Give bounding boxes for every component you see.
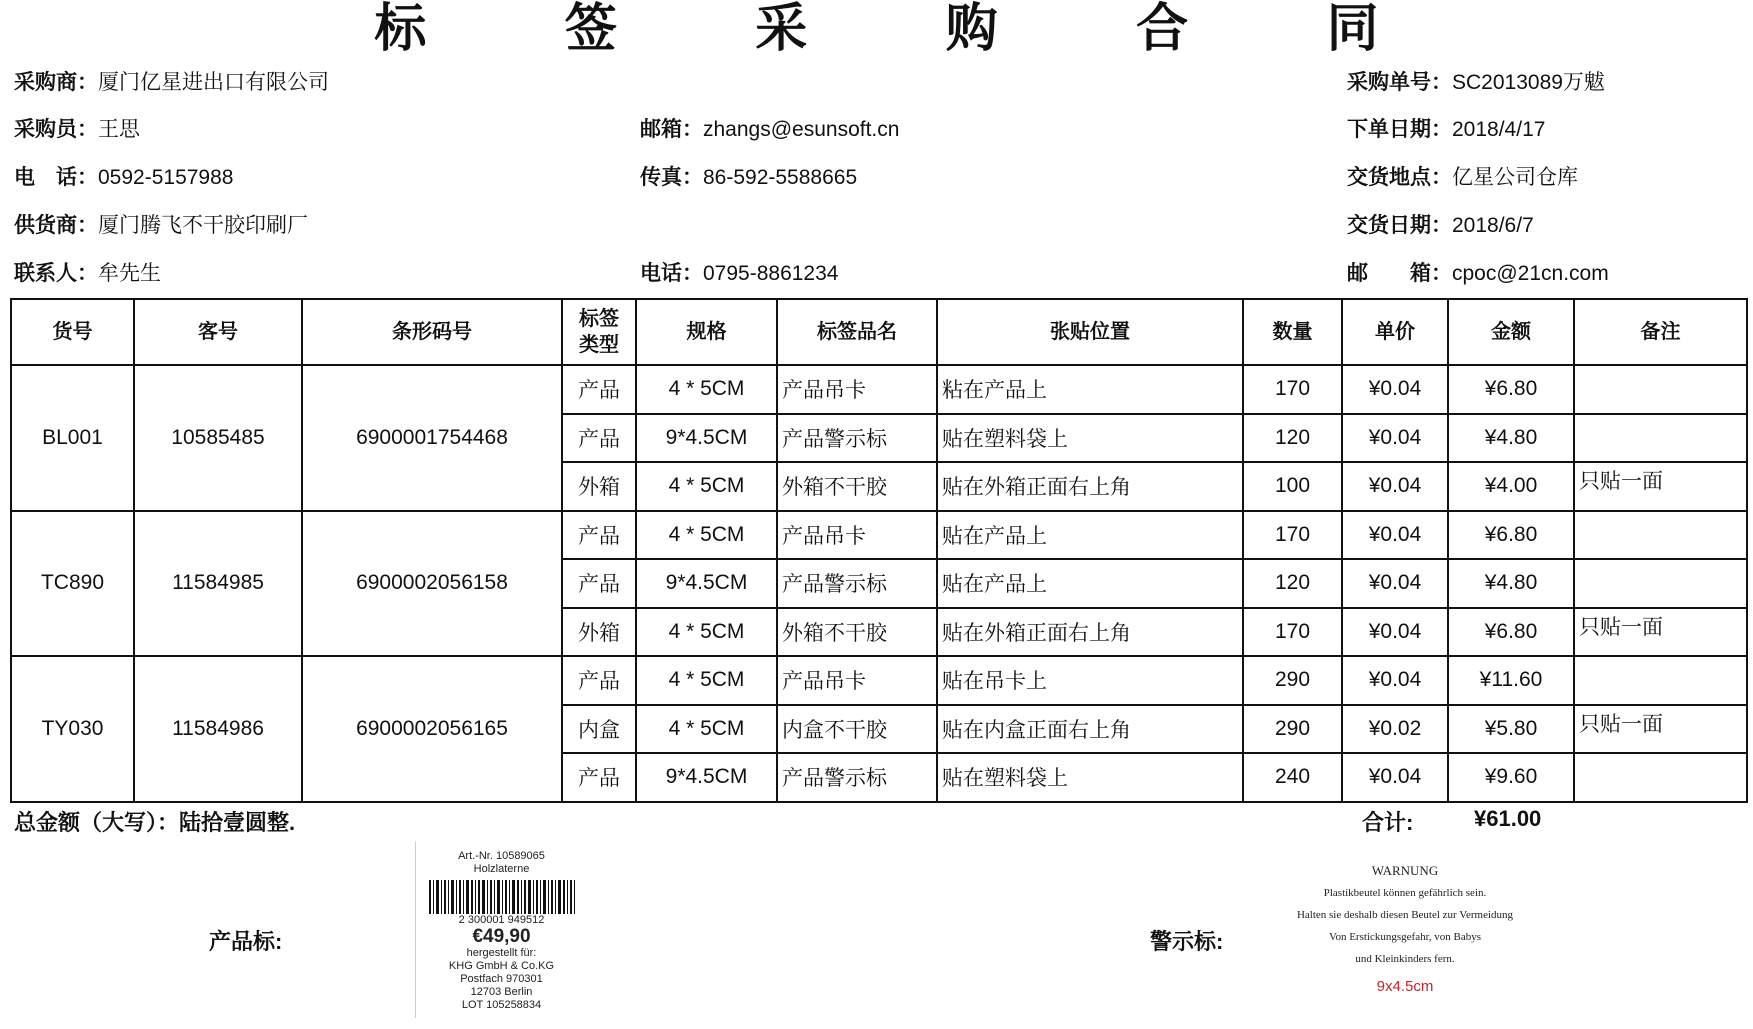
warning-line: Halten sie deshalb diesen Beutel zur Vermeidung xyxy=(1296,909,1514,921)
price-cell: ¥0.04 xyxy=(1342,365,1448,414)
note-cell xyxy=(1574,365,1747,414)
supplier-email-field xyxy=(1347,261,1609,287)
warning-title: WARNUNG xyxy=(1371,863,1439,878)
position-cell: 贴在产品上 xyxy=(937,559,1243,608)
type-cell: 产品 xyxy=(562,656,636,705)
name-cell: 产品吊卡 xyxy=(777,365,937,414)
product-label-caption: 产品标: xyxy=(209,929,283,954)
qty-cell: 170 xyxy=(1243,608,1342,657)
col-header: 标签品名 xyxy=(777,299,937,365)
col-header: 数量 xyxy=(1243,299,1342,365)
label-order-table xyxy=(10,298,1748,803)
total-words-value: 陆拾壹圆整. xyxy=(179,810,296,835)
price-cell: ¥0.04 xyxy=(1342,559,1448,608)
qty-cell: 290 xyxy=(1243,656,1342,705)
price-cell: ¥0.04 xyxy=(1342,753,1448,802)
buyer-label: 采购商： xyxy=(14,71,98,94)
item-no-cell: BL001 xyxy=(11,365,134,511)
delivery-place-value: 亿星公司仓库 xyxy=(1452,166,1578,189)
name-cell: 产品吊卡 xyxy=(777,511,937,560)
price-cell: ¥0.04 xyxy=(1342,608,1448,657)
customer-no-cell: 10585485 xyxy=(134,365,302,511)
col-header: 客号 xyxy=(134,299,302,365)
name-cell: 内盒不干胶 xyxy=(777,705,937,754)
amount-cell: ¥6.80 xyxy=(1448,365,1574,414)
customer-no-cell: 11584985 xyxy=(134,511,302,657)
total-in-words xyxy=(14,806,295,837)
note-cell xyxy=(1574,414,1747,463)
col-header-text: 标签类型 xyxy=(579,308,619,356)
delivery-date-field xyxy=(1347,213,1534,239)
sum-label: 合计: xyxy=(1362,810,1414,835)
price-cell: ¥0.04 xyxy=(1342,656,1448,705)
note-cell: 只贴一面 xyxy=(1574,705,1747,754)
position-cell: 贴在塑料袋上 xyxy=(937,414,1243,463)
qty-cell: 120 xyxy=(1243,559,1342,608)
qty-cell: 170 xyxy=(1243,511,1342,560)
col-header: 备注 xyxy=(1574,299,1747,365)
price-cell: ¥0.02 xyxy=(1342,705,1448,754)
delivery-place-label: 交货地点： xyxy=(1347,166,1452,189)
note-cell: 只贴一面 xyxy=(1574,608,1747,657)
contact-value: 牟先生 xyxy=(98,262,161,285)
contract-title: 标 签 采 购 合 同 xyxy=(374,0,1441,58)
spec-cell: 4 * 5CM xyxy=(636,608,777,657)
amount-cell: ¥11.60 xyxy=(1448,656,1574,705)
col-header: 单价 xyxy=(1342,299,1448,365)
price-cell: ¥0.04 xyxy=(1342,462,1448,511)
contact-field xyxy=(14,261,161,287)
lot-text: LOT 105258834 xyxy=(461,999,542,1011)
supplier-phone-label: 电话： xyxy=(640,262,703,285)
note-cell xyxy=(1574,656,1747,705)
type-cell: 产品 xyxy=(562,559,636,608)
col-header: 金额 xyxy=(1448,299,1574,365)
qty-cell: 290 xyxy=(1243,705,1342,754)
spec-cell: 4 * 5CM xyxy=(636,705,777,754)
price-cell: ¥0.04 xyxy=(1342,511,1448,560)
customer-no-cell: 11584986 xyxy=(134,656,302,802)
company-text: KHG GmbH & Co.KG xyxy=(448,960,555,972)
sum-value: ¥61.00 xyxy=(1474,806,1542,831)
purchaser-label: 采购员： xyxy=(14,118,98,141)
amount-cell: ¥9.60 xyxy=(1448,753,1574,802)
name-cell: 外箱不干胶 xyxy=(777,608,937,657)
buyer-field xyxy=(14,70,329,96)
table-header-row xyxy=(11,299,1747,365)
name-cell: 产品警示标 xyxy=(777,414,937,463)
buyer-value: 厦门亿星进出口有限公司 xyxy=(98,71,329,94)
contact-label: 联系人： xyxy=(14,262,98,285)
price-cell: ¥0.04 xyxy=(1342,414,1448,463)
qty-cell: 240 xyxy=(1243,753,1342,802)
amount-cell: ¥4.80 xyxy=(1448,559,1574,608)
type-cell: 外箱 xyxy=(562,608,636,657)
art-no-text: Art.-Nr. 10589065 xyxy=(458,850,545,862)
position-cell: 贴在外箱正面右上角 xyxy=(937,608,1243,657)
type-cell: 产品 xyxy=(562,753,636,802)
supplier-field xyxy=(14,213,308,239)
order-date-label: 下单日期： xyxy=(1347,118,1452,141)
phone-field xyxy=(14,165,233,191)
warning-label-caption: 警示标: xyxy=(1150,929,1224,954)
barcode-icon xyxy=(427,880,577,914)
name-cell: 产品警示标 xyxy=(777,559,937,608)
position-cell: 贴在外箱正面右上角 xyxy=(937,462,1243,511)
type-cell: 内盒 xyxy=(562,705,636,754)
supplier-value: 厦门腾飞不干胶印刷厂 xyxy=(98,214,308,237)
spec-cell: 4 * 5CM xyxy=(636,511,777,560)
note-cell xyxy=(1574,559,1747,608)
delivery-place-field xyxy=(1347,165,1578,191)
warning-size-text: 9x4.5cm xyxy=(1376,978,1434,995)
position-cell: 贴在塑料袋上 xyxy=(937,753,1243,802)
qty-cell: 120 xyxy=(1243,414,1342,463)
purchaser-value: 王思 xyxy=(98,118,140,141)
order-no-label: 采购单号： xyxy=(1347,71,1452,94)
item-no-cell: TY030 xyxy=(11,656,134,802)
spec-cell: 9*4.5CM xyxy=(636,753,777,802)
product-name-text: Holzlaterne xyxy=(473,863,530,875)
position-cell: 贴在内盒正面右上角 xyxy=(937,705,1243,754)
barcode-cell: 6900001754468 xyxy=(302,365,562,511)
amount-cell: ¥5.80 xyxy=(1448,705,1574,754)
phone-label: 电 话： xyxy=(14,166,98,189)
note-cell xyxy=(1574,511,1747,560)
warning-line: und Kleinkinders fern. xyxy=(1355,953,1455,965)
city-text: 12703 Berlin xyxy=(470,986,533,998)
name-cell: 外箱不干胶 xyxy=(777,462,937,511)
spec-cell: 4 * 5CM xyxy=(636,656,777,705)
fax-value: 86-592-5588665 xyxy=(703,166,858,189)
email-field xyxy=(640,117,899,143)
position-cell: 贴在吊卡上 xyxy=(937,656,1243,705)
item-no-cell: TC890 xyxy=(11,511,134,657)
col-header: 张贴位置 xyxy=(937,299,1243,365)
postbox-text: Postfach 970301 xyxy=(460,973,543,985)
type-cell: 产品 xyxy=(562,414,636,463)
supplier-phone-field xyxy=(640,261,838,287)
email-label: 邮箱： xyxy=(640,118,703,141)
barcode-cell: 6900002056165 xyxy=(302,656,562,802)
col-header: 货号 xyxy=(11,299,134,365)
supplier-email-value: cpoc@21cn.com xyxy=(1452,262,1609,285)
barcode-cell: 6900002056158 xyxy=(302,511,562,657)
qty-cell: 100 xyxy=(1243,462,1342,511)
fax-field xyxy=(640,165,857,191)
type-cell: 产品 xyxy=(562,365,636,414)
table-row xyxy=(11,511,1747,560)
note-cell: 只贴一面 xyxy=(1574,462,1747,511)
type-cell: 产品 xyxy=(562,511,636,560)
made-for-text: hergestellt für: xyxy=(466,947,537,959)
spec-cell: 4 * 5CM xyxy=(636,365,777,414)
purchaser-field xyxy=(14,117,140,143)
qty-cell: 170 xyxy=(1243,365,1342,414)
supplier-email-label: 邮 箱： xyxy=(1347,262,1452,285)
delivery-date-label: 交货日期： xyxy=(1347,214,1452,237)
email-value: zhangs@esunsoft.cn xyxy=(703,118,900,141)
amount-cell: ¥4.80 xyxy=(1448,414,1574,463)
amount-cell: ¥6.80 xyxy=(1448,608,1574,657)
order-no-value: SC2013089万魃 xyxy=(1452,71,1605,94)
amount-cell: ¥6.80 xyxy=(1448,511,1574,560)
barcode-digits-text: 2 300001 949512 xyxy=(458,914,545,926)
name-cell: 产品吊卡 xyxy=(777,656,937,705)
spec-cell: 9*4.5CM xyxy=(636,414,777,463)
warning-line: Plastikbeutel können gefährlich sein. xyxy=(1323,887,1487,899)
warning-label-image xyxy=(1255,860,1555,1010)
amount-cell: ¥4.00 xyxy=(1448,462,1574,511)
supplier-label: 供货商： xyxy=(14,214,98,237)
position-cell: 粘在产品上 xyxy=(937,365,1243,414)
position-cell: 贴在产品上 xyxy=(937,511,1243,560)
total-words-label: 总金额（大写）： xyxy=(14,810,180,835)
fax-label: 传真： xyxy=(640,166,703,189)
spec-cell: 4 * 5CM xyxy=(636,462,777,511)
note-cell xyxy=(1574,753,1747,802)
order-date-value: 2018/4/17 xyxy=(1452,118,1546,141)
spec-cell: 9*4.5CM xyxy=(636,559,777,608)
delivery-date-value: 2018/6/7 xyxy=(1452,214,1534,237)
name-cell: 产品警示标 xyxy=(777,753,937,802)
product-label-image xyxy=(415,842,587,1018)
col-header xyxy=(562,299,636,365)
col-header: 规格 xyxy=(636,299,777,365)
table-row xyxy=(11,656,1747,705)
warning-line: Von Erstickungsgefahr, von Babys xyxy=(1328,931,1482,943)
order-date-field xyxy=(1347,117,1545,143)
phone-value: 0592-5157988 xyxy=(98,166,234,189)
type-cell: 外箱 xyxy=(562,462,636,511)
col-header: 条形码号 xyxy=(302,299,562,365)
product-price-text: €49,90 xyxy=(472,926,531,947)
supplier-phone-value: 0795-8861234 xyxy=(703,262,839,285)
table-row xyxy=(11,365,1747,414)
order-no-field xyxy=(1347,70,1605,96)
